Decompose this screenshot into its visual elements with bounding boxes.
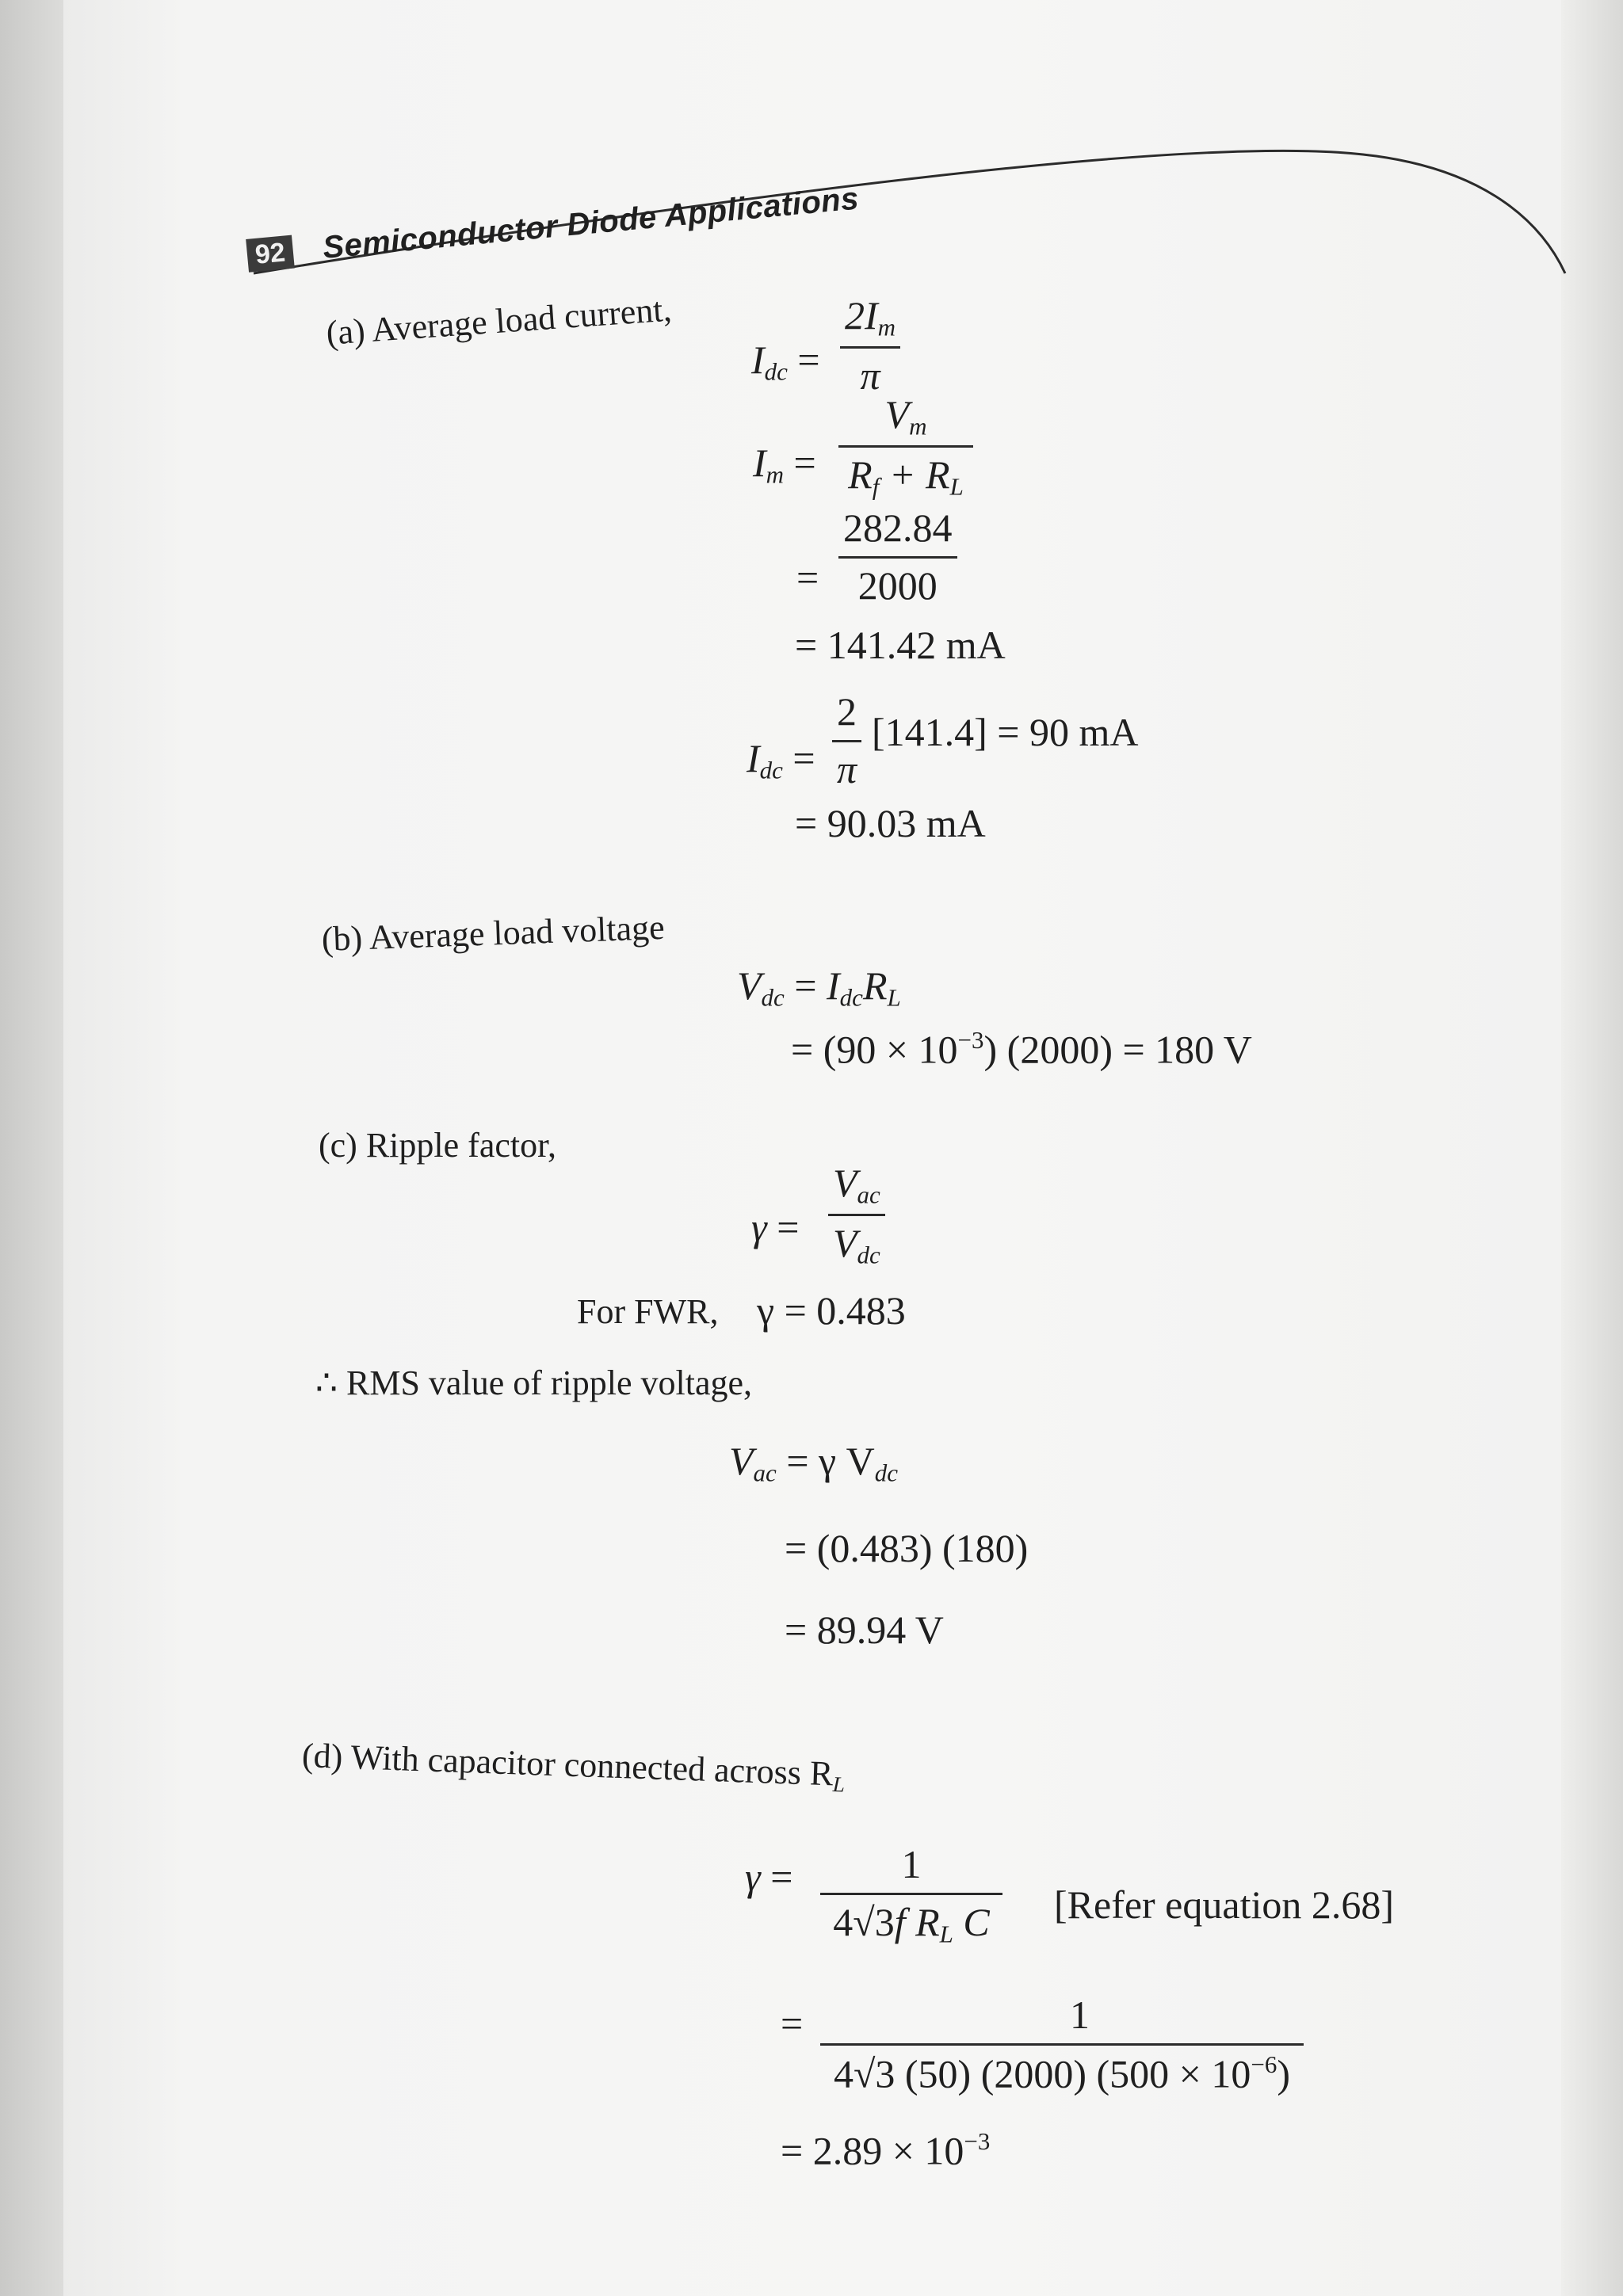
page-number: 92 (246, 235, 294, 272)
fwr-label: For FWR, (577, 1292, 719, 1331)
eq-a2-lhs: $I_m$ = (753, 441, 816, 489)
eq-c1-fraction: $V_{ac}$ $V_{dc}$ (828, 1161, 885, 1270)
section-b-label: (b) Average load voltage (321, 907, 666, 959)
rms-label: ∴ RMS value of ripple voltage, (315, 1363, 753, 1402)
eq-c1-lhs: γ = (751, 1205, 800, 1249)
eq-d2-equals: = (781, 2001, 804, 2046)
section-a-label: (a) Average load current, (325, 289, 673, 353)
eq-d3-result: = $2.89 \times 10^{-3}$ (781, 2127, 991, 2173)
eq-a5-rest: [141.4] = 90 mA (872, 710, 1139, 754)
section-c-label: (c) Ripple factor, (319, 1126, 556, 1165)
eq-a5-lhs: $I_{dc}$ = (747, 736, 815, 784)
eq-b1: $V_{dc} = I_{dc}R_L$ (737, 963, 901, 1012)
eq-c2: $V_{ac} = \gamma$ $V_{dc}$ (729, 1439, 898, 1487)
eq-a4: = 141.42 mA (795, 623, 1006, 667)
refer-equation: [Refer equation 2.68] (1054, 1882, 1395, 1927)
chapter-title: Semiconductor Diode Applications (321, 181, 861, 265)
eq-b2: = $(90 \times 10^{-3})$ (2000) = 180 V (791, 1026, 1252, 1072)
page-left-shadow (0, 0, 63, 2296)
section-d-label: (d) With capacitor connected across $R_L$ (301, 1735, 846, 1797)
eq-c3: = (0.483) (180) (785, 1526, 1029, 1570)
eq-a1-fraction: $2I_m$ π (840, 293, 900, 399)
eq-c4: = 89.94 V (785, 1608, 944, 1652)
page-right-shadow (1561, 0, 1623, 2296)
eq-d1-lhs: γ = (745, 1855, 793, 1899)
eq-a5-fraction: 2 π (832, 689, 861, 792)
fwr-value: γ = 0.483 (757, 1288, 906, 1333)
eq-a1-lhs: $I_{dc}$ = (751, 338, 820, 386)
eq-a6: = 90.03 mA (795, 801, 986, 845)
eq-d2-fraction: 1 4√3 (50) (2000) $(500 \times 10^{-6})$ (820, 1993, 1304, 2097)
eq-d1-fraction: 1 4√3f $R_L$ C (820, 1842, 1002, 1948)
eq-a3-fraction: 282.84 2000 (838, 505, 957, 608)
eq-a3-equals: = (796, 555, 819, 600)
eq-a2-fraction: $V_m$ $R_f + R_L$ (838, 392, 973, 502)
